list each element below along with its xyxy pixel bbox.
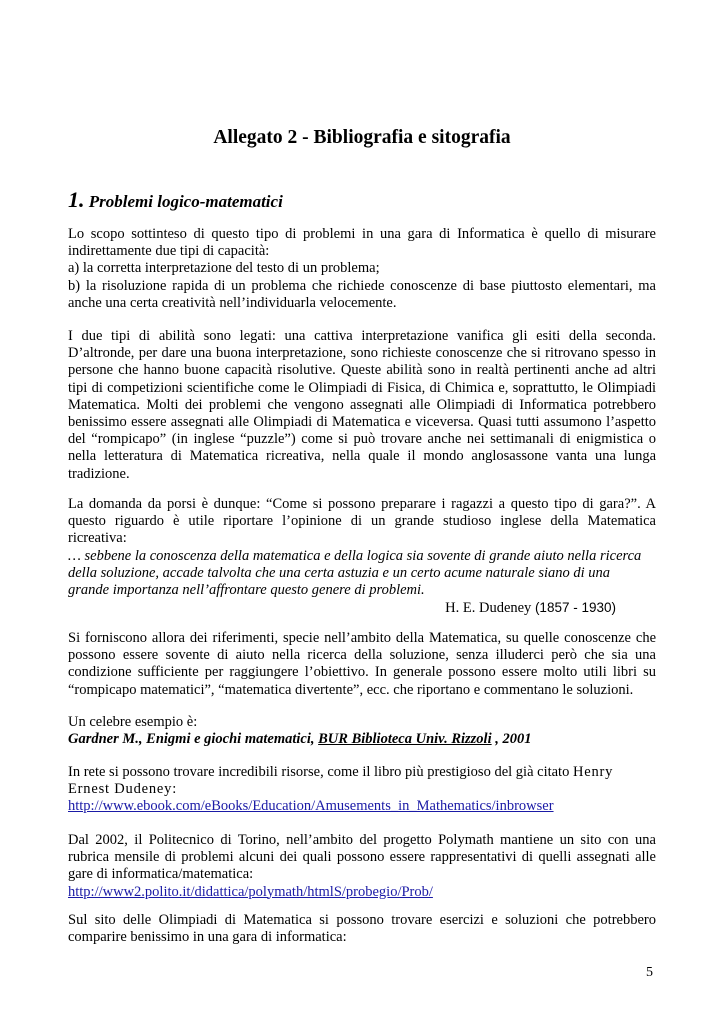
- text-line: D’altronde, per dare una buona interpretazione, sono richieste conoscenze che si ritrovano spesso in: [68, 345, 656, 362]
- text-line: Sul sito delle Olimpiadi di Matematica si possono trovare esercizi e soluzioni che potrebbero: [68, 912, 656, 928]
- paragraph-4: [68, 630, 656, 699]
- section-title: Problemi logico-matematici: [88, 192, 283, 211]
- text-line: I due tipi di abilità sono legati: una cattiva interpretazione vanifica gli esiti della seconda.: [68, 328, 656, 344]
- paragraph-5: [68, 714, 656, 748]
- text-line: b) la risoluzione rapida di un problema che richiede conoscenze di base piuttosto elementari, ma: [68, 277, 656, 294]
- text-line: persone che hanno buone capacità risolutive. Queste abilità sono in realtà pertinenti anche ad altri: [68, 362, 656, 379]
- page-title: Allegato 2 - Bibliografia e sitografia: [213, 127, 511, 148]
- text-line: La domanda da porsi è dunque: “Come si possono preparare i ragazzi a questo tipo di gara?”. A: [68, 496, 656, 512]
- paragraph-6: [68, 764, 656, 816]
- text-line: benissimo essere assegnati alle Olimpiadi di Matematica e viceversa. Quasi tutti assumono l’aspetto: [68, 414, 656, 431]
- paragraph-7: [68, 832, 656, 901]
- text-line: Ernest Dudeney:: [68, 781, 177, 798]
- text-line: del “rompicapo” (in inglese “puzzle”) come si può trovare anche nei settimanali di enigmistica o: [68, 431, 656, 448]
- text-line: questo riguardo è utile riportare l’opinione di un grande studioso inglese della Matematica: [68, 513, 656, 530]
- text-line: a) la corretta interpretazione del testo di un problema;: [68, 260, 380, 277]
- text-line: Si forniscono allora dei riferimenti, specie nell’ambito della Matematica, su quelle conoscenze che: [68, 630, 656, 646]
- text-line: anche una certa creatività nell’individuarla velocemente.: [68, 294, 397, 311]
- section-number: 1.: [68, 187, 85, 212]
- quote-line: … sebbene la conoscenza della matematica e della logica sia sovente di grande aiuto nella ricerca: [68, 547, 642, 564]
- text-line: tradizione.: [68, 465, 130, 482]
- quote-author: H. E. Dudeney: [445, 600, 532, 617]
- section-heading: [68, 189, 283, 213]
- polymath-link[interactable]: http://www2.polito.it/didattica/polymath/htmlS/probegio/Prob/: [68, 883, 433, 900]
- text-line: indirettamente due tipi di capacità:: [68, 243, 270, 260]
- book-reference: Gardner M., Enigmi e giochi matematici, BUR Biblioteca Univ. Rizzoli , 2001: [68, 731, 532, 748]
- quote-line: grande importanza nell’affrontare questo genere di problemi.: [68, 582, 425, 599]
- quote-line: della soluzione, accade talvolta che una certa astuzia e un certo acume naturale siano di una: [68, 564, 611, 581]
- text-line: rubrica mensile di problemi alcuni dei quali possono essere rappresentativi di quelli assegnati alle: [68, 849, 656, 866]
- paragraph-1: [68, 226, 656, 312]
- publisher-link[interactable]: BUR Biblioteca Univ. Rizzoli: [318, 731, 492, 748]
- text-line: Matematica. Molti dei problemi che vengono assegnati alle Olimpiadi di Informatica potrebbero: [68, 396, 656, 413]
- text-line: Dal 2002, il Politecnico di Torino, nell’ambito del progetto Polymath mantiene un sito con una: [68, 832, 656, 848]
- text-line: condizione sufficiente per raggiungere l’obiettivo. In generale possono essere molto utili libri su: [68, 664, 656, 681]
- text-line: ricreativa:: [68, 530, 127, 547]
- text-line: In rete si possono trovare incredibili risorse, come il libro più prestigioso del già citato Henry: [68, 764, 614, 780]
- quote-attribution: [68, 599, 656, 617]
- page-number: 5: [646, 965, 653, 980]
- text-line: possono essere sovente di aiuto nella ricerca della soluzione, senza illuderci però che sia una: [68, 647, 656, 664]
- text-line: Un celebre esempio è:: [68, 714, 198, 730]
- text-line: comparire benissimo in una gara di informatica:: [68, 929, 347, 946]
- text-line: tipi di competizioni scientifiche come le Olimpiadi di Fisica, di Chimica e, soprattutto, le Olimpiadi: [68, 379, 656, 396]
- text-line: Lo scopo sottinteso di questo tipo di problemi in una gara di Informatica è quello di misurare: [68, 226, 656, 242]
- quote-years: (1857 - 1930): [534, 600, 616, 616]
- text-line: gare di informatica/matematica:: [68, 866, 254, 883]
- paragraph-2: [68, 328, 656, 483]
- paragraph-8: [68, 912, 656, 946]
- text-line: nella letteratura di Matematica ricreativa, nella quale il mondo anglosassone vanta una lunga: [68, 448, 656, 465]
- paragraph-3: [68, 496, 656, 617]
- ebook-link[interactable]: http://www.ebook.com/eBooks/Education/Amusements_in_Mathematics/inbrowser: [68, 798, 554, 815]
- text-line: “rompicapo matematici”, “matematica divertente”, ecc. che riportano e commentano le soluzioni.: [68, 681, 634, 698]
